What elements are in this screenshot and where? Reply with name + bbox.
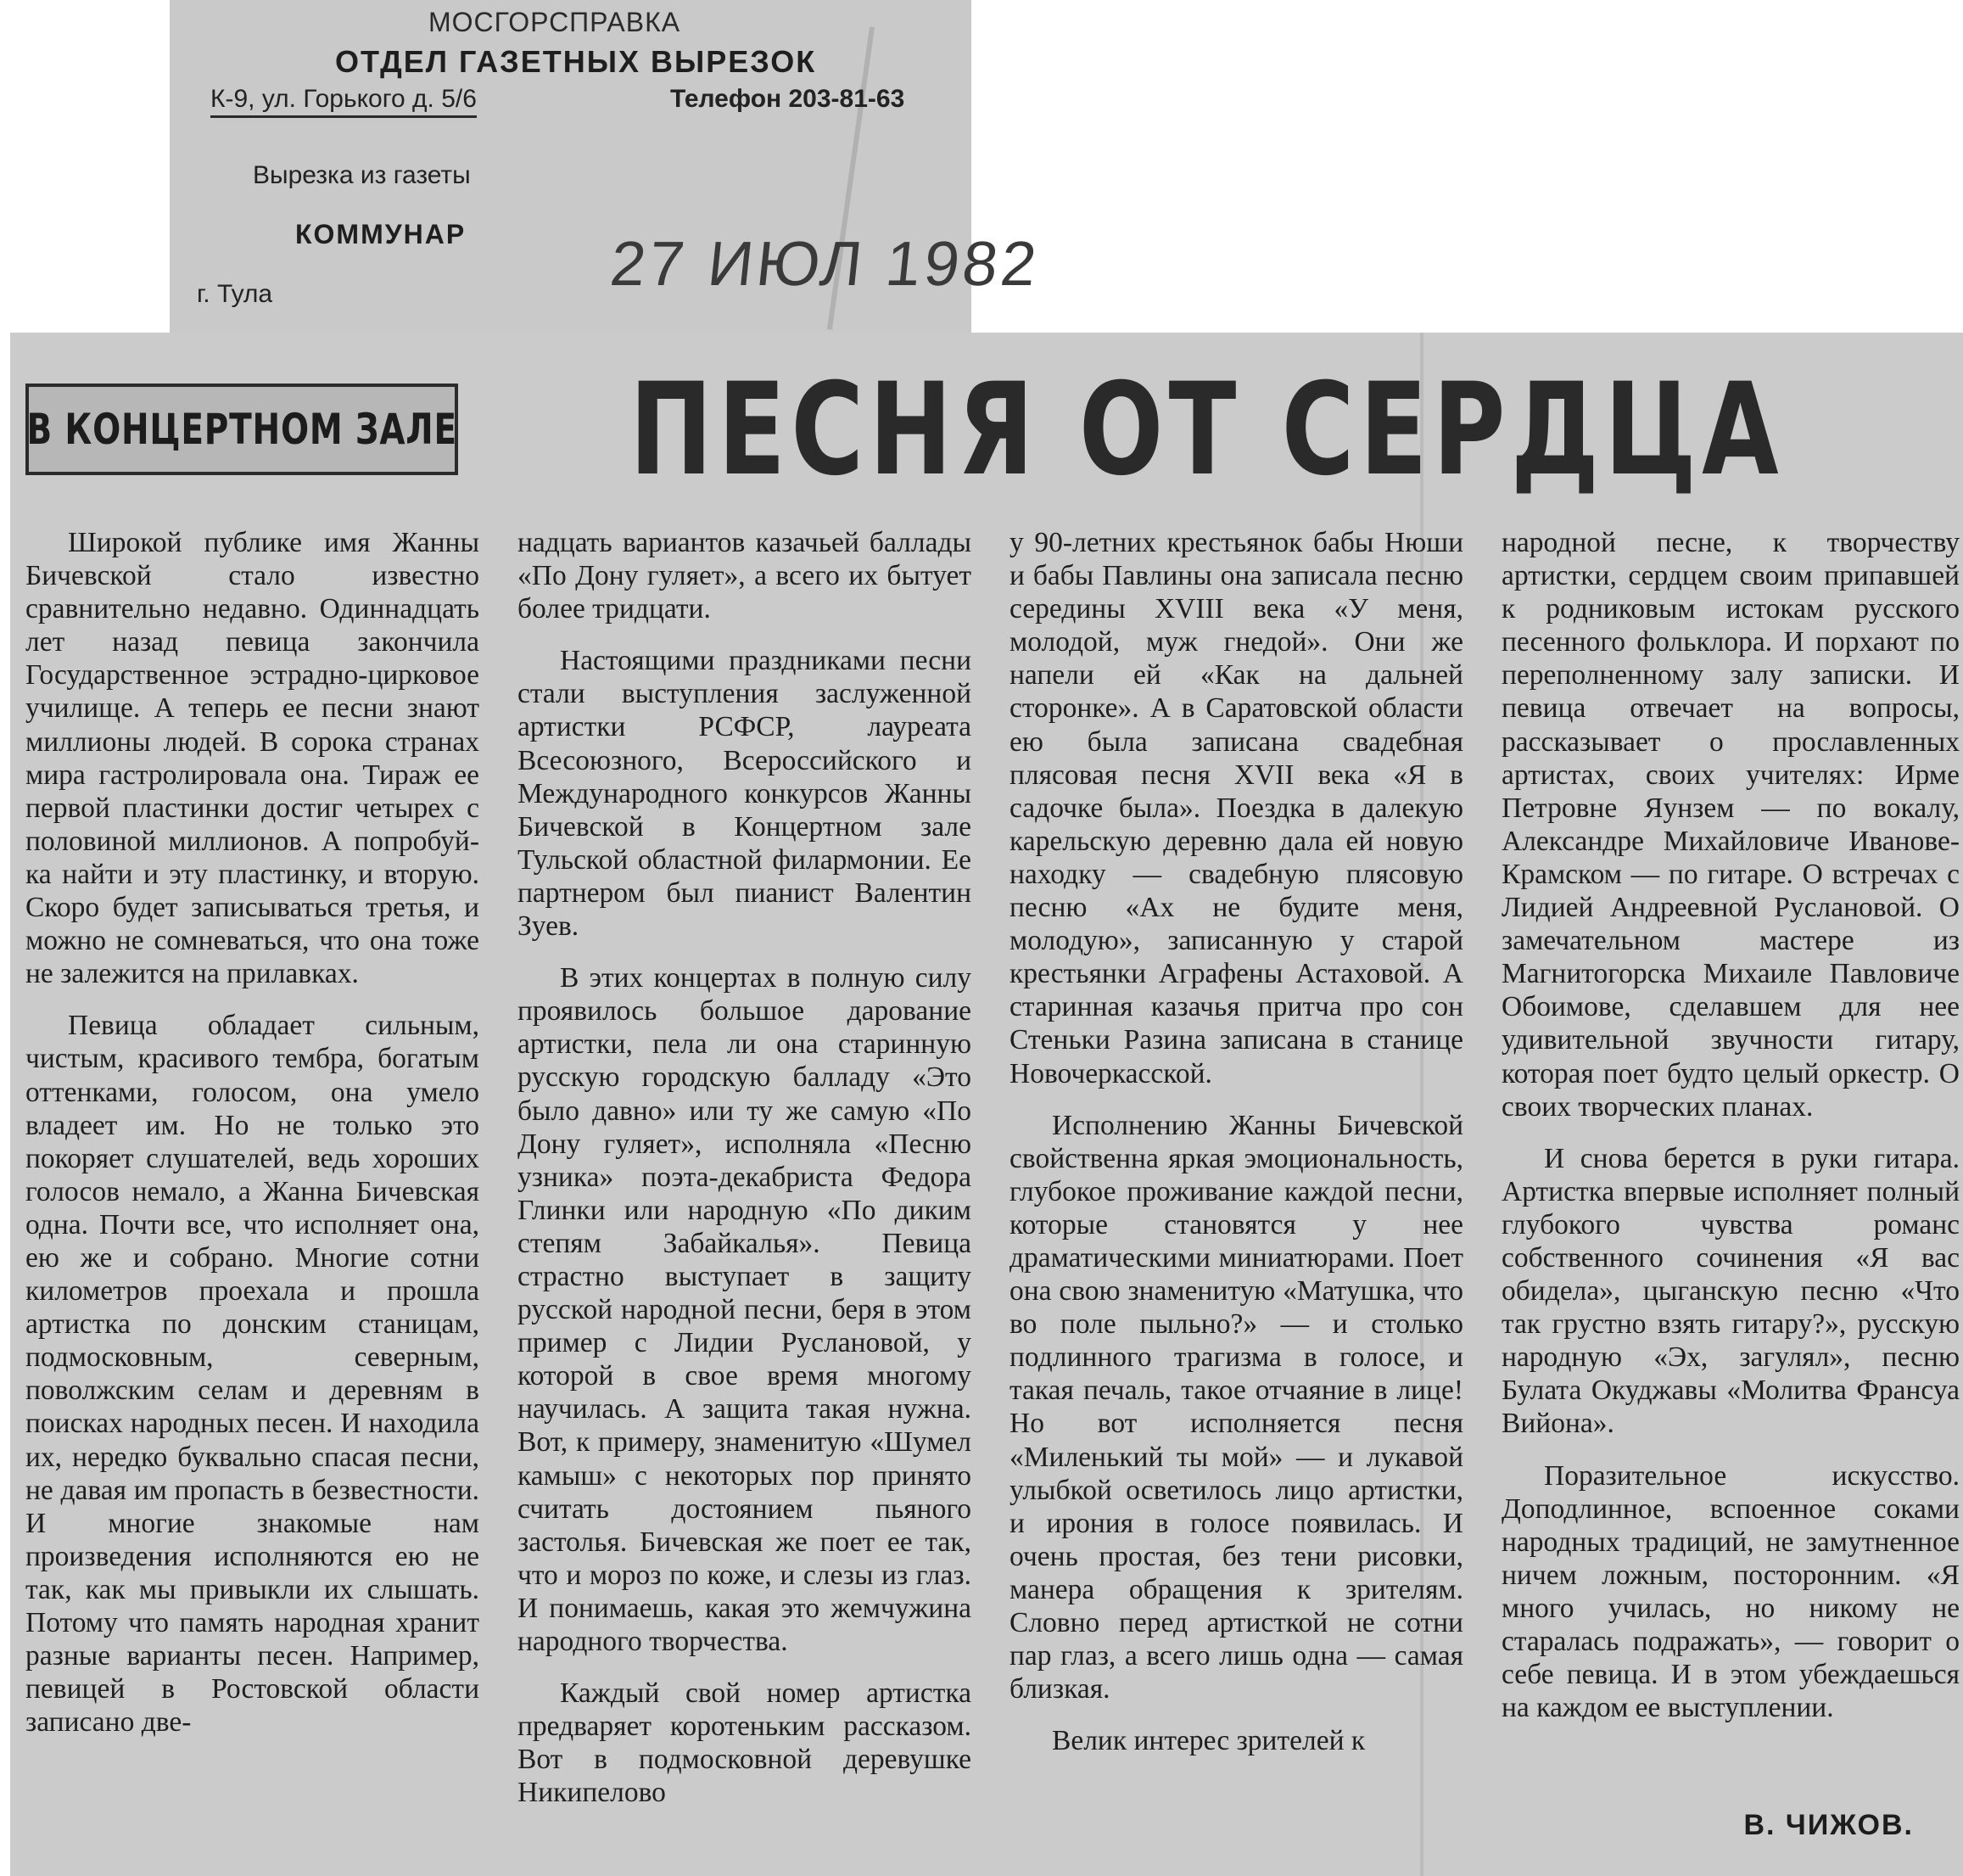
cutting-from-label: Вырезка из газеты [253, 161, 471, 189]
newspaper-name: КОММУНАР [295, 219, 467, 249]
paragraph: Широкой публике имя Жанны Бичевской стало известно сравнительно недавно. Одиннадцать лет назад певица закончила Государственное эстрадно-цирковое училище. А теперь ее песни знают миллионы людей. В сорока странах мира гастролировала она. Тираж ее первой пластинки достиг четырех с половиной миллионов. А попробуй-ка найти и эту пластинку, и вторую. Скоро будет записываться третья, и можно не сомневаться, что она тоже не залежится на прилавках. [25, 527, 479, 990]
rubric-box [25, 384, 458, 475]
paragraph: Исполнению Жанны Бичевской свойственна яркая эмоциональность, глубокое проживание каждой песни, которые становятся у нее драматическими миниатюрами. Поет она свою знаменитую «Матушка, что во поле пыльно?» — и столько подлинного трагизма в голосе, и такая печаль, такое отчаяние в лице! Но вот исполняется песня «Миленький ты мой» — и лукавой улыбкой осветилось лицо артистки, и ирония в голосе появилась. И очень простая, без тени рисовки, манера обращения к зрителям. Словно перед артисткой не сотни пар глаз, а всего лишь одна — самая близкая. [1009, 1109, 1463, 1705]
rubric-label: В КОНЦЕРТНОМ ЗАЛЕ [26, 405, 457, 454]
clipping-bureau-stamp [170, 0, 1043, 339]
agency-name: МОСГОРСПРАВКА [428, 7, 681, 37]
newspaper-city: г. Тула [197, 280, 273, 308]
agency-address: К-9, ул. Горького д. 5/6 [210, 85, 477, 118]
paragraph: народной песне, к творчеству артистки, сердцем своим припавшей к родниковым истокам русского песенного фольклора. И порхают по переполненному залу записки. И певица отвечает на вопросы, рассказывает о прославленных артистах, своих учителях: Ирме Петровне Яунзем — по вокалу, Александре Михайловиче Иванове-Крамском — по гитаре. О встречах с Лидией Андреевной Руслановой. О замечательном мастере из Магнитогорска Михаиле Павловиче Обоимове, сделавшем для нее удивительной звучности гитару, которая поет будто целый оркестр. О своих творческих планах. [1502, 527, 1960, 1123]
article-author: В. ЧИЖОВ. [1743, 1809, 1914, 1841]
article-column-4 [1502, 526, 1960, 1858]
agency-phone: Телефон 203-81-63 [670, 85, 905, 113]
paragraph: Поразительное искусство. Доподлинное, вспоенное соками народных традиций, не замутненное ничем ложным, посторонним. «Я много училась, но никому не старалась подражать», — говорит о себе певица. И в этом убеждаешься на каждом ее выступлении. [1502, 1459, 1960, 1724]
article-column-2 [517, 526, 971, 1858]
article-column-1 [25, 526, 479, 1858]
paragraph: Певица обладает сильным, чистым, красивого тембра, богатым оттенками, голосом, она умело владеет им. Но не только это покоряет слушателей, ведь хороших голосов немало, а Жанна Бичевская одна. Почти все, что исполняет она, ею же и собрано. Многие сотни километров проехала и прошла артистка по донским станицам, подмосковным, северным, поволжским селам и деревням в поисках народных песен. И находила их, нередко буквально спасая песни, не давая им пропасть в безвестности. И многие знакомые нам произведения исполняются ею не так, как мы привыкли их слышать. Потому что память народная хранит разные варианты песен. Например, певицей в Ростовской области записано две- [25, 1010, 479, 1739]
article-column-3 [1009, 526, 1463, 1858]
department-name: ОТДЕЛ ГАЗЕТНЫХ ВЫРЕЗОК [335, 44, 817, 79]
newspaper-clipping [10, 333, 1963, 1876]
date-stamp: 27 ИЮЛ 1982 [607, 228, 1043, 299]
paragraph: у 90-летних крестьянок бабы Нюши и бабы Павлины она записала песню середины XVIII века «У меня, молодой, муж гнедой». Они же напели ей «Как на дальней сторонке». А в Саратовской области ею была записана свадебная плясовая песня XVII века «Я в садочке была». Поездка в далекую карельскую деревню дала ей новую находку — свадебную плясовую песню «Ах не будите меня, молодую», записанную у старой крестьянки Аграфены Астаховой. А старинная казачья притча про сон Стеньки Разина записана в станице Новочеркасской. [1009, 527, 1463, 1089]
paragraph: надцать вариантов казачьей баллады «По Дону гуляет», а всего их бытует более тридцати. [517, 527, 971, 625]
paragraph: В этих концертах в полную силу проявилось большое дарование артистки, пела ли она старинную русскую городскую балладу «Это было давно» или ту же самую «По Дону гуляет», исполняла «Песню узника» поэта-декабриста Федора Глинки или народную «По диким степям Забайкалья». Певица страстно выступает в защиту русской народной песни, беря в этом пример с Лидии Руслановой, у которой в свое время многому научилась. А защита такая нужна. Вот, к примеру, знаменитую «Шумел камыш» с некоторых пор принято считать достоянием пьяного застолья. Бичевская же поет ее так, что и мороз по коже, и слезы из глаз. И понимаешь, какая это жемчужина народного творчества. [517, 962, 971, 1657]
paragraph: И снова берется в руки гитара. Артистка впервые исполняет полный глубокого чувства романс собственного сочинения «Я вас обидела», цыганскую песню «Что так грустно взять гитару?», русскую народную «Эх, загулял», песню Булата Окуджавы «Молитва Франсуа Вийона». [1502, 1142, 1960, 1440]
paragraph: Велик интерес зрителей к [1052, 1725, 1366, 1757]
paragraph: Каждый свой номер артистка предваряет коротеньким рассказом. Вот в подмосковной деревушке Никипелово [517, 1677, 971, 1809]
paragraph: Настоящими праздниками песни стали выступления заслуженной артистки РСФСР, лауреата Всесоюзного, Всероссийского и Международного конкурсов Жанны Бичевской в Концертном зале Тульской областной филармонии. Ее партнером был пианист Валентин Зуев. [517, 645, 971, 943]
article-headline: ПЕСНЯ ОТ СЕРДЦА [629, 356, 1784, 504]
